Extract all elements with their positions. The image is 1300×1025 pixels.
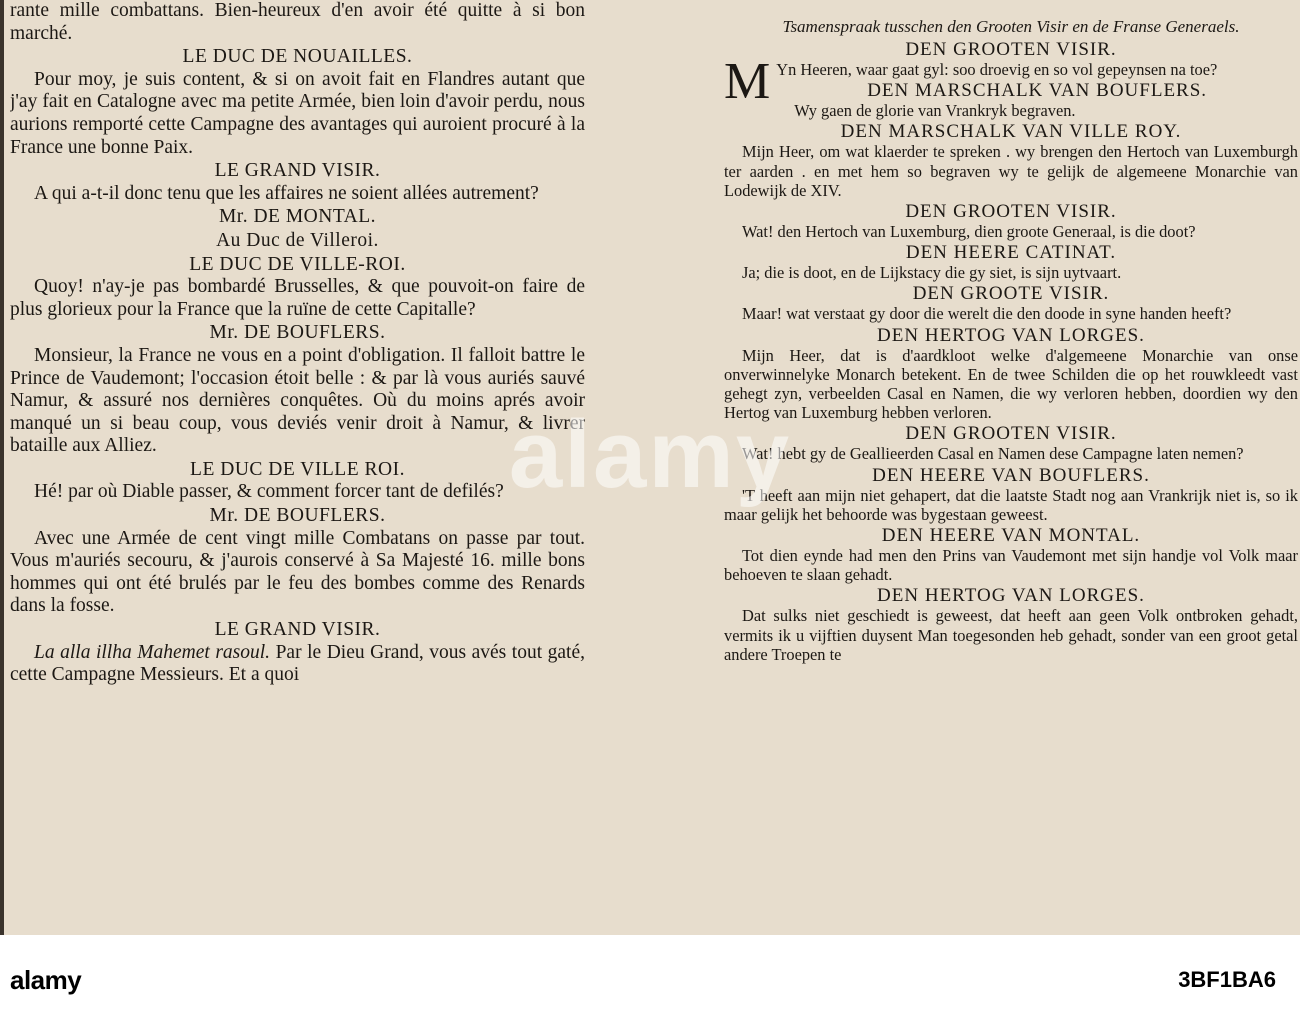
speech-text: Wy gaen de glorie van Vrankryk begraven. [794,101,1076,121]
speech-text: Wat! hebt gy de Geallieerden Casal en Namen dese Campagne laten nemen? [742,444,1244,464]
speech-text: A qui a-t-il donc tenu que les affaires ne soient allées autrement? [34,182,539,204]
speaker-heading: DEN HEERE VAN MONTAL. [881,525,1141,547]
speech-text: Quoy! n'ay-je pas bombardé Brusselles, & que pouvoit-on faire de plus glorieux pour la France que la ruïne de cette Capitalle? [10,276,585,320]
speaker-heading: DEN MARSCHALK VAN BOUFLERS. [867,80,1208,102]
speech-text: Ja; die is doot, en de Lijkstacy die gy siet, is sijn uytvaart. [742,263,1122,283]
speaker-heading: DEN MARSCHALK VAN VILLE ROY. [840,121,1182,143]
speaker-heading: Mr. DE BOUFLERS. [209,505,386,527]
speaker-heading: DEN HEERE CATINAT. [905,242,1117,264]
speaker-heading: LE DUC DE VILLE-ROI. [189,253,406,275]
speaker-heading: LE GRAND VISIR. [214,619,381,641]
left-top-lines: rante mille combattans. Bien-heureux d'en avoir été quitte à si bon marché. [10,0,585,44]
page-binding-edge [0,0,4,935]
speaker-heading: DEN HERTOG VAN LORGES. [877,585,1145,607]
dialogue-title: Tsamenspraak tusschen den Grooten Visir en de Franse Generaels. [782,17,1240,36]
speech-text: Hé! par où Diable passer, & comment forcer tant de defilés? [34,481,504,503]
speech-text: Dat sulks niet geschiedt is geweest, dat heeft aan geen Volk ontbroken gehadt, vermits ik u vijftien duysent Man toegesonden heb gehadt, sonder van een groot getal andere Troepen te [724,606,1298,664]
speaker-heading: LE GRAND VISIR. [214,160,381,182]
speaker-heading: DEN HEERE VAN BOUFLERS. [872,464,1150,486]
drop-cap-letter: M [724,53,771,110]
speech-text-rest: Par le Dieu Grand, vous avés tout gaté, cette Campagne Messieurs. Et a quoi [10,641,585,686]
speaker-heading: DEN HERTOG VAN LORGES. [877,324,1145,346]
speaker-heading: DEN GROOTEN VISIR. [905,201,1117,223]
speech-text: Monsieur, la France ne vous en a point d'obligation. Il falloit battre le Prince de Vaudemont; l'occasion étoit belle : & par là vous auriés sauvé Namur, & assuré nos dernières conquêtes. Où du moins aprés avoir manqué un si beau coup, vous deviés venir droit à Namur, & livrer bataille aux Alliez. [10,344,585,457]
speech-text: Au Duc de Villeroi. [216,229,379,251]
speech-text: Tot dien eynde had men den Prins van Vaudemont met sijn handje vol Volk maar behoeven te slaan gehadt. [724,546,1298,585]
speaker-heading: Mr. DE MONTAL. [218,206,377,228]
speaker-heading: DEN GROOTEN VISIR. [905,423,1117,445]
speech-text: 'T heeft aan mijn niet gehapert, dat die laatste Stadt nog aan Vrankrijk niet is, so ik maar gelijk het behoorde was bygestaan geweest. [724,485,1298,524]
speech-text [10,642,585,687]
watermark-logo: alamy [508,401,792,508]
speaker-heading: Mr. DE BOUFLERS. [209,322,386,344]
speaker-heading: LE DUC DE NOUAILLES. [182,46,413,68]
speech-text: Wat! den Hertoch van Luxemburg, dien groote Generaal, is die doot? [742,222,1196,242]
speech-text: Pour moy, je suis content, & si on avoit fait en Flandres autant que j'ay fait en Catalogne avec ma petite Armée, bien loin d'avoir perdu, nous aurions remporté cette Campagne des avantages qui auroient procuré à la France une bonne Paix. [10,68,585,158]
speech-italic-phrase: La alla illha Mahemet rasoul. [34,641,271,663]
speech-text: Maar! wat verstaat gy door die werelt die den doode in syne handen heeft? [742,304,1232,324]
speech-text: Mijn Heer, dat is d'aardkloot welke d'algemeene Monarchie van onse onverwinnelyke Monarch betekent. En de twee Schilden die op het rouwkleedt vast gehegt zyn, verbeelden Casal en Namen, die wy verloren hebben, doordien wy den Hertog van Luxemburg hebben verloren. [724,345,1298,423]
speaker-heading: DEN GROOTE VISIR. [912,283,1110,305]
speaker-heading: DEN GROOTEN VISIR. [905,39,1117,60]
speech-text: Avec une Armée de cent vingt mille Combatans on passe par tout. Vous m'auriés secouru, & j'aurois conservé à Sa Majesté 16. mille bons hommes qui ont été brulés par le feu des bombes comme des Renards dans la fosse. [10,527,585,617]
speech-text: Mijn Heer, om wat klaerder te spreken . wy brengen den Hertoch van Luxemburgh ter aarden . en met hem so begraven wy te gelijk de algemeene Monarchie van Lodewijk de XIV. [724,142,1298,200]
stock-logo: alamy [10,965,82,995]
stock-image-code: 3BF1BA6 [1178,967,1276,992]
speaker-heading: LE DUC DE VILLE ROI. [190,458,405,480]
stock-footer-bar [0,935,1300,1025]
right-column-dutch [724,16,1298,935]
left-column-french [10,0,585,935]
speech-text-rest: Yn Heeren, waar gaat gyl: soo droevig en so vol gepeynsen na toe? [776,60,1218,79]
